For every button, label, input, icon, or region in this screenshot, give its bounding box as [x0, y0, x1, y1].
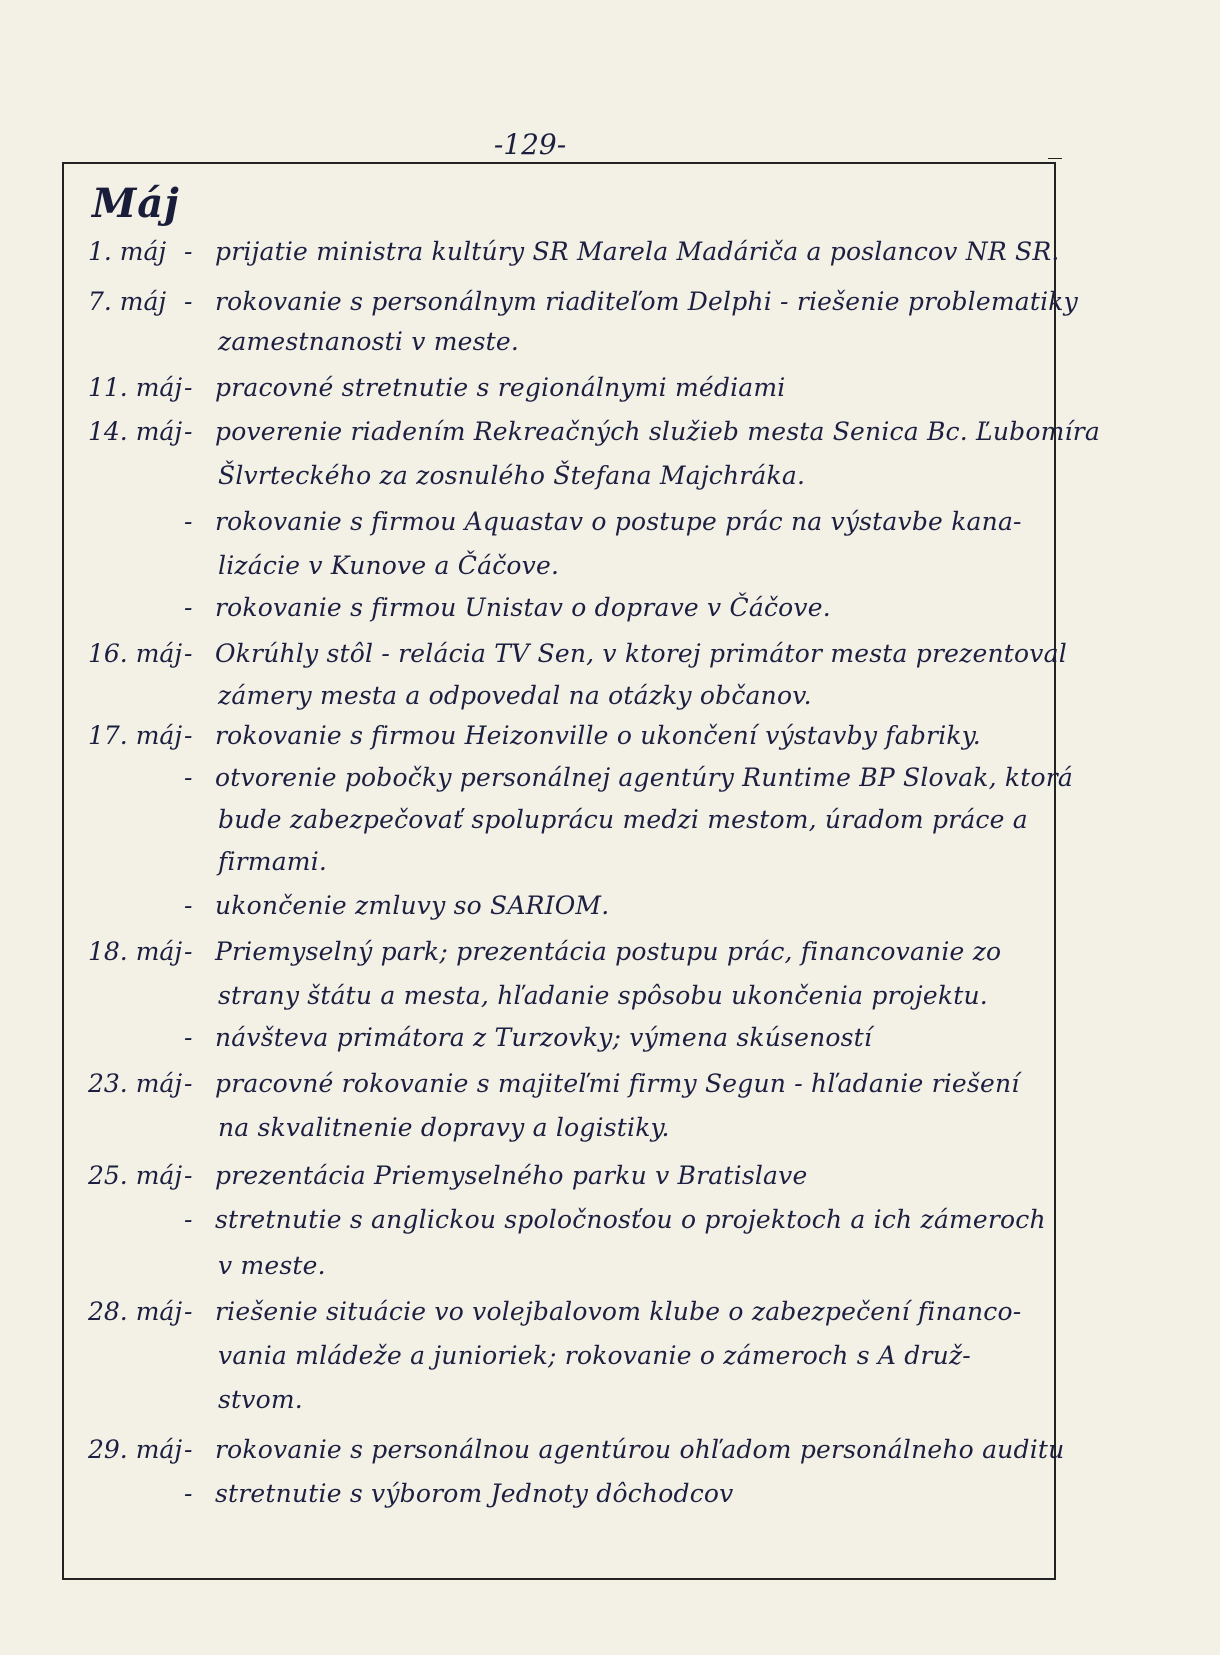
entry-date: 7. máj — [88, 287, 167, 316]
entry-line — [0, 716, 1220, 756]
entry-text: stretnutie s anglickou spoločnosťou o projektoch a ich zámeroch — [215, 1205, 1046, 1234]
entry-line — [0, 932, 1220, 972]
entry-line — [0, 1064, 1220, 1104]
entry-dash: - — [184, 373, 193, 402]
entry-date: 18. máj — [88, 937, 183, 966]
entry-text: poverenie riadením Rekreačných služieb mesta Senica Bc. Ľubomíra — [215, 417, 1100, 446]
entry-text: rokovanie s firmou Heizonville o ukončení výstavby fabriky. — [215, 721, 981, 750]
entry-line — [0, 546, 1220, 586]
entry-dash: - — [184, 237, 193, 266]
entry-text: ukončenie zmluvy so SARIOM. — [215, 891, 610, 920]
entry-line — [0, 800, 1220, 840]
entry-text: prijatie ministra kultúry SR Marela Madáriča a poslancov NR SR. — [215, 237, 1060, 266]
entry-line — [0, 1246, 1220, 1286]
entry-dash: - — [184, 1435, 193, 1464]
entry-dash: - — [184, 593, 193, 622]
entry-date: 28. máj — [88, 1297, 183, 1326]
entry-date: 17. máj — [88, 721, 183, 750]
entry-line — [0, 886, 1220, 926]
entry-text: na skvalitnenie dopravy a logistiky. — [218, 1113, 670, 1142]
month-heading: Máj — [92, 180, 180, 227]
entry-line — [0, 232, 1220, 272]
entry-text: zámery mesta a odpovedal na otázky občanov. — [218, 681, 812, 710]
entry-dash: - — [184, 763, 193, 792]
entry-line — [0, 1018, 1220, 1058]
entry-text: prezentácia Priemyselného parku v Bratislave — [215, 1161, 808, 1190]
entry-line — [0, 502, 1220, 542]
entry-dash: - — [184, 639, 193, 668]
entry-line — [0, 676, 1220, 716]
entry-text: bude zabezpečovať spoluprácu medzi mestom, úradom práce a — [218, 805, 1028, 834]
entry-dash: - — [184, 287, 193, 316]
entry-date: 29. máj — [88, 1435, 183, 1464]
entry-date: 1. máj — [88, 237, 167, 266]
entry-line — [0, 322, 1220, 362]
entry-text: pracovné rokovanie s majiteľmi firmy Segun - hľadanie riešení — [215, 1069, 1020, 1098]
entry-date: 14. máj — [88, 417, 183, 446]
entry-line — [0, 1108, 1220, 1148]
entry-text: stretnutie s výborom Jednoty dôchodcov — [215, 1479, 734, 1508]
entry-line — [0, 1200, 1220, 1240]
entry-dash: - — [184, 937, 193, 966]
entry-line — [0, 1156, 1220, 1196]
entry-text: návšteva primátora z Turzovky; výmena skúseností — [215, 1023, 873, 1052]
entry-text: riešenie situácie vo volejbalovom klube o zabezpečení financo- — [215, 1297, 1022, 1326]
entry-dash: - — [184, 1069, 193, 1098]
entry-line — [0, 1474, 1220, 1514]
entry-text: vania mládeže a junioriek; rokovanie o zámeroch s A druž- — [218, 1341, 971, 1370]
entry-text: firmami. — [218, 847, 328, 876]
entry-line — [0, 412, 1220, 452]
entry-line — [0, 1430, 1220, 1470]
entry-date: 11. máj — [88, 373, 183, 402]
entry-text: v meste. — [218, 1251, 326, 1280]
entry-text: rokovanie s personálnou agentúrou ohľadom personálneho auditu — [215, 1435, 1065, 1464]
entry-line — [0, 588, 1220, 628]
entry-text: strany štátu a mesta, hľadanie spôsobu ukončenia projektu. — [218, 981, 988, 1010]
entry-text: rokovanie s firmou Aquastav o postupe prác na výstavbe kana- — [215, 507, 1022, 536]
entry-line — [0, 634, 1220, 674]
entry-text: lizácie v Kunove a Čáčove. — [218, 551, 560, 580]
entry-dash: - — [184, 417, 193, 446]
entry-line — [0, 456, 1220, 496]
entry-date: 16. máj — [88, 639, 183, 668]
entry-line — [0, 842, 1220, 882]
entry-line — [0, 758, 1220, 798]
entry-line — [0, 282, 1220, 322]
entry-text: stvom. — [218, 1385, 303, 1414]
entry-text: Priemyselný park; prezentácia postupu prác, financovanie zo — [215, 937, 1002, 966]
entry-dash: - — [184, 1479, 193, 1508]
entry-dash: - — [184, 1023, 193, 1052]
entry-line — [0, 976, 1220, 1016]
entry-text: pracovné stretnutie s regionálnymi médiami — [215, 373, 786, 402]
entry-line — [0, 368, 1220, 408]
entry-dash: - — [184, 1297, 193, 1326]
entry-dash: - — [184, 891, 193, 920]
entry-date: 23. máj — [88, 1069, 183, 1098]
entry-text: Šlvrteckého za zosnulého Štefana Majchráka. — [218, 461, 806, 490]
entry-text: rokovanie s personálnym riaditeľom Delphi - riešenie problematiky — [215, 287, 1078, 316]
entry-dash: - — [184, 507, 193, 536]
entry-text: Okrúhly stôl - relácia TV Sen, v ktorej primátor mesta prezentoval — [215, 639, 1067, 668]
entry-dash: - — [184, 1161, 193, 1190]
entry-line — [0, 1336, 1220, 1376]
entry-text: rokovanie s firmou Unistav o doprave v Čáčove. — [215, 593, 831, 622]
entry-line — [0, 1292, 1220, 1332]
entry-line — [0, 1380, 1220, 1420]
entry-dash: - — [184, 721, 193, 750]
page-number: -129- — [493, 128, 567, 161]
entry-date: 25. máj — [88, 1161, 183, 1190]
entry-dash: - — [184, 1205, 193, 1234]
entry-text: zamestnanosti v meste. — [218, 327, 520, 356]
entry-text: otvorenie pobočky personálnej agentúry Runtime BP Slovak, ktorá — [215, 763, 1073, 792]
